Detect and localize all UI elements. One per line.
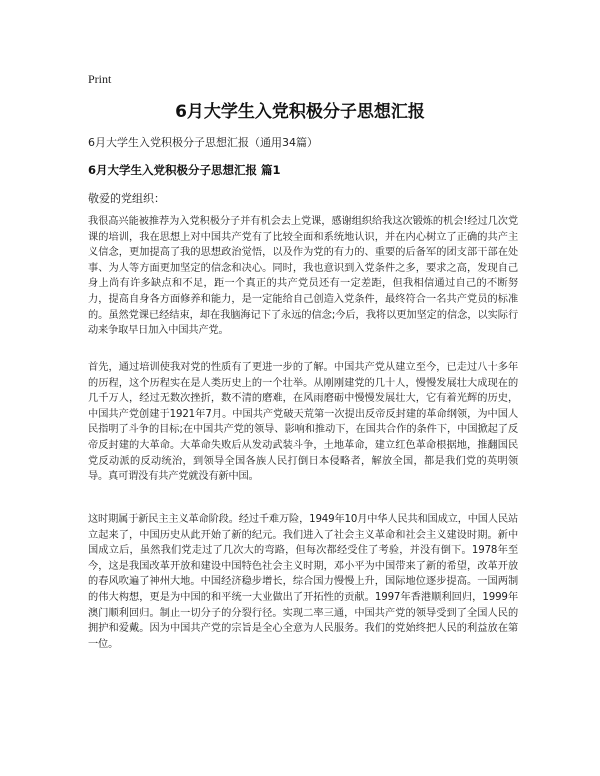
body-paragraph-1: 我很高兴能被推荐为入党积极分子并有机会去上党课，感谢组织给我这次锻炼的机会!经过几次党课的培训，我在思想上对中国共产党有了比较全面和系统地认识，并在内心树立了正确的共产主义信念，更加提高了我的思想政治觉悟，以及作为党的有力的、重要的后备军的团支部干部在处事、为人等方面更加坚定的信念和决心。同时，我也意识到入党条件之多，要求之高，发现自己身上尚有许多缺点和不足，距一个真正的共产党员还有一定差距，但我相信通过自己的不断努力，提高自身各方面修养和能力，是一定能给自己创造入党条件，最终符合一名共产党员的标准的。虽然党课已经结束，却在我脑海记下了永远的信念;今后，我将以更加坚定的信念，以实际行动来争取早日加入中国共产党。 [88, 216, 518, 337]
body-paragraph-3: 这时期属于新民主主义革命阶段。经过千难万险，1949年10月中华人民共和国成立，中国人民站立起来了，中国历史从此开始了新的纪元。我们进入了社会主义革命和社会主义建设时期。新中国成立后，虽然我们党走过了几次大的弯路，但每次都经受住了考验，并没有倒下。1978年至今，这是我国改革开放和建设中国特色社会主义时期，邓小平为中国带来了新的希望，改革开放的春风吹遍了神州大地。中国经济稳步增长，综合国力慢慢上升，国际地位逐步提高。一国两制的伟大构想，更是为中国的和平统一大业做出了开拓性的贡献。1997年香港顺利回归，1999年澳门顺利回归。制止一切分子的分裂行径。实现二率三通，中国共产党的领导受到了全国人民的拥护和爱戴。因为中国共产党的宗旨是全心全意为人民服务。我们的党始终把人民的利益放在第一位。 [88, 514, 518, 650]
salutation: 敬爱的党组织： [88, 192, 165, 205]
print-label[interactable]: Print [88, 72, 112, 86]
document-subtitle: 6月大学生入党积极分子思想汇报（通用34篇） [88, 136, 318, 149]
page-title: 6月大学生入党积极分子思想汇报 [175, 102, 425, 122]
body-paragraph-2: 首先，通过培训使我对党的性质有了更进一步的了解。中国共产党从建立至今，已走过八十多年的历程，这个历程实在是人类历史上的一个壮举。从刚刚建党的几十人，慢慢发展壮大成现在的几千万人，经过无数次挫折，数不清的磨难，在风雨磨砺中慢慢发展壮大，它有着光辉的历史，中国共产党创建于1921年7月。中国共产党破天荒第一次提出反帝反封建的革命纲领，为中国人民指明了斗争的目标;在中国共产党的领导、影响和推动下，在国共合作的条件下，中国掀起了反帝反封建的大革命。大革命失败后从发动武装斗争，土地革命，建立红色革命根据地，推翻国民党反动派的反动统治，到领导全国各族人民打倒日本侵略者，解放全国，都是我们党的英明领导。真可谓没有共产党就没有新中国。 [88, 362, 518, 483]
section-heading: 6月大学生入党积极分子思想汇报 篇1 [88, 163, 281, 177]
